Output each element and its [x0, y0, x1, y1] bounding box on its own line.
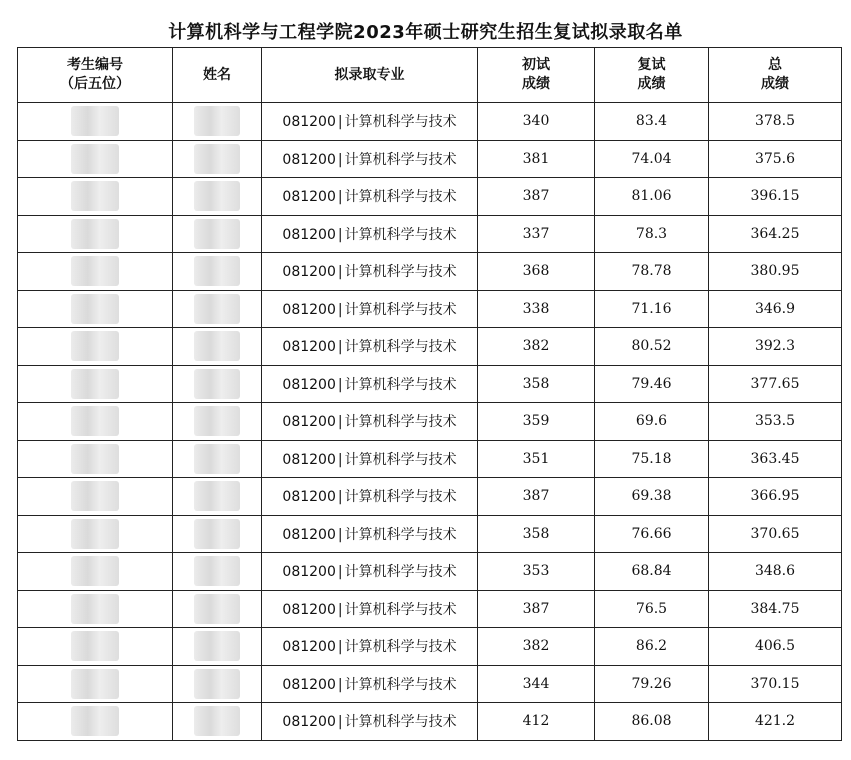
major-name: 计算机科学与技术 — [344, 489, 457, 506]
header-initial-line1: 初试 — [522, 57, 550, 73]
candidate-id-redacted — [18, 328, 173, 366]
major-code: 081200 — [282, 376, 336, 393]
retest-score: 78.78 — [595, 253, 709, 291]
redaction-blur — [71, 594, 119, 624]
candidate-name-redacted — [173, 628, 262, 666]
candidate-id-redacted — [18, 403, 173, 441]
table-body — [18, 103, 842, 741]
major-name: 计算机科学与技术 — [344, 226, 457, 243]
retest-score: 81.06 — [595, 178, 709, 216]
table-row — [18, 478, 842, 516]
major-code: 081200 — [282, 414, 336, 431]
candidate-name-redacted — [173, 365, 262, 403]
admission-table — [17, 47, 842, 741]
major-separator: | — [337, 676, 343, 693]
redaction-blur — [71, 519, 119, 549]
major-code: 081200 — [282, 301, 336, 318]
total-score: 366.95 — [709, 478, 842, 516]
initial-score: 351 — [478, 440, 595, 478]
major-code: 081200 — [282, 601, 336, 618]
major-separator: | — [337, 451, 343, 468]
redaction-blur — [71, 331, 119, 361]
major-separator: | — [337, 526, 343, 543]
major-cell — [262, 140, 478, 178]
major-cell — [262, 515, 478, 553]
total-score: 370.65 — [709, 515, 842, 553]
major-name: 计算机科学与技术 — [344, 451, 457, 468]
candidate-id-redacted — [18, 253, 173, 291]
table-row — [18, 290, 842, 328]
table-row — [18, 590, 842, 628]
total-score: 353.5 — [709, 403, 842, 441]
header-retest-line2: 成绩 — [637, 76, 666, 92]
total-score: 378.5 — [709, 103, 842, 141]
major-name: 计算机科学与技术 — [344, 151, 457, 168]
header-total-line1: 总 — [768, 57, 782, 73]
redaction-blur — [71, 406, 119, 436]
retest-score: 80.52 — [595, 328, 709, 366]
major-code: 081200 — [282, 676, 336, 693]
major-code: 081200 — [282, 526, 336, 543]
major-separator: | — [337, 564, 343, 581]
redaction-blur — [71, 631, 119, 661]
total-score: 384.75 — [709, 590, 842, 628]
redaction-blur — [71, 256, 119, 286]
major-separator: | — [337, 489, 343, 506]
candidate-id-redacted — [18, 628, 173, 666]
major-separator: | — [337, 189, 343, 206]
redaction-blur — [194, 106, 240, 136]
header-total-score — [709, 48, 842, 103]
major-cell — [262, 290, 478, 328]
initial-score: 344 — [478, 665, 595, 703]
total-score: 375.6 — [709, 140, 842, 178]
redaction-blur — [194, 294, 240, 324]
candidate-name-redacted — [173, 590, 262, 628]
retest-score: 76.66 — [595, 515, 709, 553]
initial-score: 358 — [478, 515, 595, 553]
header-name: 姓名 — [173, 48, 262, 103]
table-row — [18, 365, 842, 403]
major-separator: | — [337, 414, 343, 431]
major-code: 081200 — [282, 151, 336, 168]
table-row — [18, 253, 842, 291]
major-separator: | — [337, 114, 343, 131]
retest-score: 79.26 — [595, 665, 709, 703]
candidate-name-redacted — [173, 290, 262, 328]
retest-score: 86.2 — [595, 628, 709, 666]
table-row — [18, 628, 842, 666]
major-name: 计算机科学与技术 — [344, 526, 457, 543]
table-row — [18, 440, 842, 478]
major-name: 计算机科学与技术 — [344, 601, 457, 618]
redaction-blur — [71, 444, 119, 474]
candidate-id-redacted — [18, 478, 173, 516]
redaction-blur — [194, 144, 240, 174]
header-initial-score — [478, 48, 595, 103]
redaction-blur — [194, 706, 240, 736]
retest-score: 86.08 — [595, 703, 709, 741]
major-cell — [262, 215, 478, 253]
retest-score: 79.46 — [595, 365, 709, 403]
candidate-id-redacted — [18, 215, 173, 253]
candidate-id-redacted — [18, 440, 173, 478]
major-cell — [262, 553, 478, 591]
initial-score: 387 — [478, 590, 595, 628]
initial-score: 359 — [478, 403, 595, 441]
retest-score: 74.04 — [595, 140, 709, 178]
major-cell — [262, 440, 478, 478]
candidate-id-redacted — [18, 703, 173, 741]
major-separator: | — [337, 151, 343, 168]
redaction-blur — [194, 481, 240, 511]
candidate-name-redacted — [173, 328, 262, 366]
redaction-blur — [71, 556, 119, 586]
redaction-blur — [194, 519, 240, 549]
redaction-blur — [71, 369, 119, 399]
candidate-id-redacted — [18, 178, 173, 216]
redaction-blur — [194, 181, 240, 211]
initial-score: 381 — [478, 140, 595, 178]
candidate-name-redacted — [173, 478, 262, 516]
major-cell — [262, 403, 478, 441]
header-candidate-id — [18, 48, 173, 103]
major-code: 081200 — [282, 189, 336, 206]
redaction-blur — [194, 219, 240, 249]
initial-score: 340 — [478, 103, 595, 141]
major-separator: | — [337, 639, 343, 656]
initial-score: 337 — [478, 215, 595, 253]
candidate-name-redacted — [173, 215, 262, 253]
total-score: 363.45 — [709, 440, 842, 478]
total-score: 396.15 — [709, 178, 842, 216]
retest-score: 69.38 — [595, 478, 709, 516]
candidate-name-redacted — [173, 515, 262, 553]
redaction-blur — [71, 181, 119, 211]
major-code: 081200 — [282, 339, 336, 356]
major-name: 计算机科学与技术 — [344, 189, 457, 206]
initial-score: 387 — [478, 478, 595, 516]
header-candidate-id-line2: （后五位） — [60, 76, 130, 92]
retest-score: 83.4 — [595, 103, 709, 141]
redaction-blur — [194, 631, 240, 661]
table-row — [18, 140, 842, 178]
redaction-blur — [194, 669, 240, 699]
candidate-name-redacted — [173, 553, 262, 591]
initial-score: 382 — [478, 628, 595, 666]
candidate-name-redacted — [173, 178, 262, 216]
major-name: 计算机科学与技术 — [344, 676, 457, 693]
redaction-blur — [194, 594, 240, 624]
candidate-id-redacted — [18, 365, 173, 403]
header-retest-line1: 复试 — [637, 57, 666, 73]
major-separator: | — [337, 601, 343, 618]
major-separator: | — [337, 226, 343, 243]
major-cell — [262, 703, 478, 741]
candidate-id-redacted — [18, 140, 173, 178]
major-name: 计算机科学与技术 — [344, 414, 457, 431]
total-score: 364.25 — [709, 215, 842, 253]
candidate-id-redacted — [18, 515, 173, 553]
initial-score: 387 — [478, 178, 595, 216]
initial-score: 382 — [478, 328, 595, 366]
candidate-name-redacted — [173, 703, 262, 741]
major-code: 081200 — [282, 226, 336, 243]
total-score: 380.95 — [709, 253, 842, 291]
redaction-blur — [71, 106, 119, 136]
major-name: 计算机科学与技术 — [344, 339, 457, 356]
major-cell — [262, 253, 478, 291]
candidate-name-redacted — [173, 440, 262, 478]
retest-score: 69.6 — [595, 403, 709, 441]
candidate-id-redacted — [18, 103, 173, 141]
retest-score: 76.5 — [595, 590, 709, 628]
table-row — [18, 103, 842, 141]
major-name: 计算机科学与技术 — [344, 639, 457, 656]
table-row — [18, 553, 842, 591]
redaction-blur — [194, 556, 240, 586]
major-code: 081200 — [282, 264, 336, 281]
initial-score: 412 — [478, 703, 595, 741]
major-code: 081200 — [282, 114, 336, 131]
table-row — [18, 403, 842, 441]
retest-score: 75.18 — [595, 440, 709, 478]
table-header-row — [18, 48, 842, 103]
candidate-id-redacted — [18, 590, 173, 628]
redaction-blur — [71, 144, 119, 174]
candidate-id-redacted — [18, 553, 173, 591]
table-row — [18, 328, 842, 366]
retest-score: 71.16 — [595, 290, 709, 328]
major-code: 081200 — [282, 639, 336, 656]
major-name: 计算机科学与技术 — [344, 376, 457, 393]
header-candidate-id-line1: 考生编号 — [67, 57, 123, 73]
redaction-blur — [194, 331, 240, 361]
header-major: 拟录取专业 — [262, 48, 478, 103]
major-name: 计算机科学与技术 — [344, 714, 457, 731]
total-score: 392.3 — [709, 328, 842, 366]
redaction-blur — [194, 369, 240, 399]
redaction-blur — [71, 706, 119, 736]
candidate-name-redacted — [173, 403, 262, 441]
redaction-blur — [194, 444, 240, 474]
table-row — [18, 215, 842, 253]
total-score: 377.65 — [709, 365, 842, 403]
header-retest-score — [595, 48, 709, 103]
redaction-blur — [71, 669, 119, 699]
major-code: 081200 — [282, 489, 336, 506]
retest-score: 78.3 — [595, 215, 709, 253]
page-title: 计算机科学与工程学院2023年硕士研究生招生复试拟录取名单 — [168, 22, 683, 43]
major-separator: | — [337, 339, 343, 356]
major-separator: | — [337, 264, 343, 281]
total-score: 406.5 — [709, 628, 842, 666]
major-code: 081200 — [282, 564, 336, 581]
candidate-name-redacted — [173, 665, 262, 703]
major-cell — [262, 365, 478, 403]
major-code: 081200 — [282, 451, 336, 468]
total-score: 348.6 — [709, 553, 842, 591]
major-name: 计算机科学与技术 — [344, 264, 457, 281]
major-code: 081200 — [282, 714, 336, 731]
header-initial-line2: 成绩 — [522, 76, 550, 92]
retest-score: 68.84 — [595, 553, 709, 591]
candidate-name-redacted — [173, 103, 262, 141]
redaction-blur — [194, 406, 240, 436]
candidate-name-redacted — [173, 253, 262, 291]
total-score: 370.15 — [709, 665, 842, 703]
major-name: 计算机科学与技术 — [344, 114, 457, 131]
major-cell — [262, 478, 478, 516]
major-cell — [262, 665, 478, 703]
table-row — [18, 703, 842, 741]
redaction-blur — [71, 481, 119, 511]
major-separator: | — [337, 714, 343, 731]
major-separator: | — [337, 376, 343, 393]
table-row — [18, 665, 842, 703]
candidate-id-redacted — [18, 665, 173, 703]
major-name: 计算机科学与技术 — [344, 301, 457, 318]
initial-score: 368 — [478, 253, 595, 291]
initial-score: 338 — [478, 290, 595, 328]
major-cell — [262, 328, 478, 366]
redaction-blur — [71, 219, 119, 249]
header-total-line2: 成绩 — [761, 76, 789, 92]
redaction-blur — [71, 294, 119, 324]
initial-score: 353 — [478, 553, 595, 591]
major-cell — [262, 103, 478, 141]
initial-score: 358 — [478, 365, 595, 403]
table-row — [18, 178, 842, 216]
total-score: 421.2 — [709, 703, 842, 741]
redaction-blur — [194, 256, 240, 286]
major-cell — [262, 590, 478, 628]
major-separator: | — [337, 301, 343, 318]
major-name: 计算机科学与技术 — [344, 564, 457, 581]
total-score: 346.9 — [709, 290, 842, 328]
table-row — [18, 515, 842, 553]
candidate-name-redacted — [173, 140, 262, 178]
major-cell — [262, 628, 478, 666]
candidate-id-redacted — [18, 290, 173, 328]
major-cell — [262, 178, 478, 216]
